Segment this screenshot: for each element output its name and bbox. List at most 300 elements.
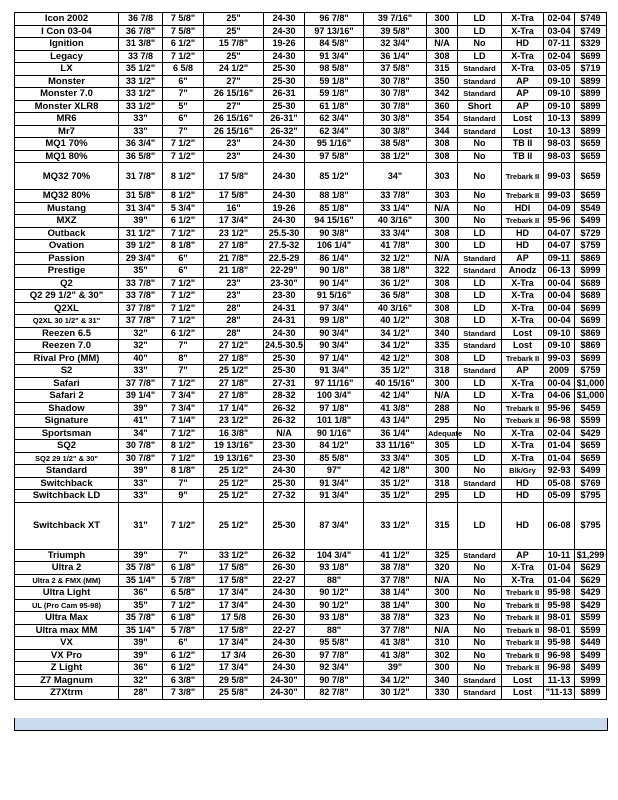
tab-cell: Standard <box>458 327 502 340</box>
price-cell: $629 <box>575 574 607 587</box>
length-cell: 35 1/4" <box>119 624 163 637</box>
table-row <box>15 477 607 490</box>
tab-cell: LD <box>458 290 502 303</box>
tab-cell: LD <box>458 352 502 365</box>
grams-cell: 303 <box>427 163 458 190</box>
spine-cell: 6 1/2" <box>163 662 204 675</box>
table-row <box>15 13 607 26</box>
table-row <box>15 502 607 549</box>
bow-name-cell: Prestige <box>15 265 119 278</box>
price-cell: $499 <box>575 215 607 228</box>
tab-cell: Standard <box>458 674 502 687</box>
years-cell: 11-13 <box>544 674 575 687</box>
rise-cell: 40 15/16" <box>364 377 427 390</box>
years-cell: 98-03 <box>544 138 575 151</box>
years-cell: 01-04 <box>544 452 575 465</box>
years-cell: 00-04 <box>544 377 575 390</box>
model-cell: Trebark II <box>502 662 544 675</box>
spine2-cell: 27 1/8" <box>204 352 264 365</box>
rise-cell: 41 3/8" <box>364 649 427 662</box>
table-row <box>15 277 607 290</box>
spine-cell: 6 1/2" <box>163 215 204 228</box>
tab-cell: Standard <box>458 125 502 138</box>
grams-cell: 325 <box>427 549 458 562</box>
bow-name-cell: Ovation <box>15 240 119 253</box>
table-row <box>15 402 607 415</box>
length-cell: 36 5/8" <box>119 150 163 163</box>
range-cell: 27.5-32 <box>264 240 305 253</box>
curve-cell: 97 5/8" <box>305 150 364 163</box>
range-cell: 22-29" <box>264 265 305 278</box>
tab-cell: Standard <box>458 88 502 101</box>
price-cell: $899 <box>575 75 607 88</box>
price-cell: $899 <box>575 88 607 101</box>
spine-cell: 7 1/2" <box>163 427 204 440</box>
years-cell: 95-96 <box>544 402 575 415</box>
bow-name-cell: MXZ <box>15 215 119 228</box>
curve-cell: 90 3/8" <box>305 227 364 240</box>
curve-cell: 90 7/8" <box>305 674 364 687</box>
bow-name-cell: Monster 7.0 <box>15 88 119 101</box>
years-cell: 98-01 <box>544 624 575 637</box>
spine2-cell: 25 1/2" <box>204 490 264 503</box>
tab-cell: LD <box>458 390 502 403</box>
bow-name-cell: Mr7 <box>15 125 119 138</box>
spine-cell: 7 3/8" <box>163 687 204 700</box>
spine-cell: 8" <box>163 352 204 365</box>
range-cell: N/A <box>264 427 305 440</box>
curve-cell: 101 1/8" <box>305 415 364 428</box>
years-cell: 03-04 <box>544 25 575 38</box>
table-row <box>15 490 607 503</box>
model-cell: Lost <box>502 113 544 126</box>
bow-name-cell: SQ2 29 1/2" & 30" <box>15 452 119 465</box>
spine2-cell: 23" <box>204 138 264 151</box>
bow-name-cell: Z Light <box>15 662 119 675</box>
curve-cell: 90 1/2" <box>305 587 364 600</box>
price-cell: $795 <box>575 490 607 503</box>
spine-cell: 8 1/2" <box>163 440 204 453</box>
spine-cell: 7 1/2" <box>163 290 204 303</box>
model-cell: Lost <box>502 687 544 700</box>
spine2-cell: 27 1/2" <box>204 340 264 353</box>
bow-name-cell: Switchback XT <box>15 502 119 549</box>
tab-cell: No <box>458 402 502 415</box>
bow-name-cell: Monster <box>15 75 119 88</box>
spine2-cell: 23 1/2" <box>204 415 264 428</box>
rise-cell: 43 1/4" <box>364 415 427 428</box>
length-cell: 39 1/2" <box>119 240 163 253</box>
model-cell: AP <box>502 365 544 378</box>
model-cell: X-Tra <box>502 13 544 26</box>
curve-cell: 99 1/8" <box>305 315 364 328</box>
length-cell: 33 7/8 <box>119 50 163 63</box>
spine-cell: 7 1/2" <box>163 302 204 315</box>
tab-cell: No <box>458 637 502 650</box>
table-row <box>15 574 607 587</box>
table-row <box>15 265 607 278</box>
tab-cell: Standard <box>458 549 502 562</box>
spine-cell: 7 1/2" <box>163 50 204 63</box>
rise-cell: 36 1/2" <box>364 277 427 290</box>
tab-cell: Standard <box>458 365 502 378</box>
curve-cell: 96 7/8" <box>305 13 364 26</box>
length-cell: 37 7/8" <box>119 377 163 390</box>
length-cell: 34" <box>119 427 163 440</box>
years-cell: 09-10 <box>544 327 575 340</box>
bow-name-cell: Ultra 2 & FMX (MM) <box>15 574 119 587</box>
model-cell: HD <box>502 240 544 253</box>
tab-cell: LD <box>458 377 502 390</box>
rise-cell: 30 3/8" <box>364 125 427 138</box>
range-cell: 24-30 <box>264 138 305 151</box>
bow-name-cell: MQ32 70% <box>15 163 119 190</box>
bow-name-cell: Ultra 2 <box>15 562 119 575</box>
grams-cell: 288 <box>427 402 458 415</box>
spine-cell: 7 1/2" <box>163 138 204 151</box>
curve-cell: 85 1/2" <box>305 163 364 190</box>
years-cell: 01-04 <box>544 440 575 453</box>
grams-cell: 340 <box>427 327 458 340</box>
grams-cell: 300 <box>427 662 458 675</box>
spine-cell: 7 1/2" <box>163 599 204 612</box>
tab-cell: Standard <box>458 63 502 76</box>
length-cell: 37 7/8" <box>119 302 163 315</box>
rise-cell: 36 1/4" <box>364 50 427 63</box>
bow-name-cell: Q2 29 1/2" & 30" <box>15 290 119 303</box>
grams-cell: 330 <box>427 687 458 700</box>
curve-cell: 90 3/4" <box>305 340 364 353</box>
price-cell: $659 <box>575 190 607 203</box>
spine2-cell: 28" <box>204 302 264 315</box>
curve-cell: 94 15/16" <box>305 215 364 228</box>
price-cell: $699 <box>575 315 607 328</box>
rise-cell: 33 7/8" <box>364 190 427 203</box>
price-cell: $689 <box>575 277 607 290</box>
curve-cell: 88" <box>305 624 364 637</box>
spine2-cell: 19 13/16" <box>204 440 264 453</box>
table-row <box>15 190 607 203</box>
grams-cell: 308 <box>427 352 458 365</box>
spine2-cell: 17 3/4" <box>204 637 264 650</box>
bow-name-cell: Ultra Max <box>15 612 119 625</box>
rise-cell: 38 1/4" <box>364 599 427 612</box>
spine2-cell: 17 1/4" <box>204 402 264 415</box>
bow-name-cell: Ultra max MM <box>15 624 119 637</box>
price-cell: $699 <box>575 302 607 315</box>
curve-cell: 97 1/8" <box>305 402 364 415</box>
spine-cell: 7 3/4" <box>163 402 204 415</box>
spine2-cell: 27" <box>204 75 264 88</box>
spine2-cell: 24 1/2" <box>204 63 264 76</box>
price-cell: $1,000 <box>575 377 607 390</box>
rise-cell: 41 3/8" <box>364 637 427 650</box>
price-cell: $749 <box>575 25 607 38</box>
rise-cell: 41 1/2" <box>364 549 427 562</box>
price-cell: $749 <box>575 13 607 26</box>
years-cell: 99-03 <box>544 352 575 365</box>
model-cell: HD <box>502 477 544 490</box>
rise-cell: 41 7/8" <box>364 240 427 253</box>
grams-cell: 308 <box>427 277 458 290</box>
spine2-cell: 17 3/4" <box>204 587 264 600</box>
spine2-cell: 21 7/8" <box>204 252 264 265</box>
bow-name-cell: Z7Xtrm <box>15 687 119 700</box>
curve-cell: 92 3/4" <box>305 662 364 675</box>
curve-cell: 59 1/8" <box>305 88 364 101</box>
model-cell: X-Tra <box>502 574 544 587</box>
range-cell: 24-30 <box>264 327 305 340</box>
model-cell: Trebark II <box>502 415 544 428</box>
price-cell: $869 <box>575 327 607 340</box>
bow-name-cell: Switchback LD <box>15 490 119 503</box>
price-cell: $499 <box>575 649 607 662</box>
years-cell: 09-10 <box>544 88 575 101</box>
grams-cell: 300 <box>427 240 458 253</box>
length-cell: 31 7/8" <box>119 163 163 190</box>
years-cell: 95-98 <box>544 637 575 650</box>
grams-cell: 303 <box>427 190 458 203</box>
rise-cell: 42 1/4" <box>364 390 427 403</box>
bow-name-cell: Reezen 7.0 <box>15 340 119 353</box>
grams-cell: 305 <box>427 440 458 453</box>
model-cell: AP <box>502 100 544 113</box>
rise-cell: 33 1/4" <box>364 202 427 215</box>
tab-cell: No <box>458 662 502 675</box>
curve-cell: 87 3/4" <box>305 502 364 549</box>
spine-cell: 7 1/4" <box>163 415 204 428</box>
rise-cell: 41 3/8" <box>364 402 427 415</box>
tab-cell: LD <box>458 315 502 328</box>
spine2-cell: 25" <box>204 13 264 26</box>
price-cell: $869 <box>575 340 607 353</box>
range-cell: 24-30" <box>264 674 305 687</box>
rise-cell: 30 7/8" <box>364 75 427 88</box>
price-cell: $659 <box>575 150 607 163</box>
bow-name-cell: MQ1 80% <box>15 150 119 163</box>
grams-cell: 308 <box>427 227 458 240</box>
tab-cell: LD <box>458 440 502 453</box>
spine-cell: 7" <box>163 477 204 490</box>
grams-cell: 300 <box>427 13 458 26</box>
spine-cell: 8 1/2" <box>163 190 204 203</box>
rise-cell: 36 5/8" <box>364 290 427 303</box>
tab-cell: No <box>458 215 502 228</box>
length-cell: 33" <box>119 490 163 503</box>
length-cell: 35 1/2" <box>119 63 163 76</box>
curve-cell: 62 3/4" <box>305 125 364 138</box>
curve-cell: 97 11/16" <box>305 377 364 390</box>
grams-cell: 295 <box>427 490 458 503</box>
range-cell: 27-32 <box>264 490 305 503</box>
range-cell: 22-27 <box>264 574 305 587</box>
price-cell: $629 <box>575 562 607 575</box>
rise-cell: 42 1/8" <box>364 465 427 478</box>
model-cell: X-Tra <box>502 377 544 390</box>
curve-cell: 91 5/16" <box>305 290 364 303</box>
rise-cell: 40 3/16" <box>364 215 427 228</box>
rise-cell: 35 1/2" <box>364 490 427 503</box>
rise-cell: 35 1/2" <box>364 365 427 378</box>
spine-cell: 6 5/8" <box>163 587 204 600</box>
spine2-cell: 17 5/8" <box>204 163 264 190</box>
table-row <box>15 687 607 700</box>
range-cell: 24-31 <box>264 315 305 328</box>
rise-cell: 39 7/16" <box>364 13 427 26</box>
range-cell: 25-30 <box>264 365 305 378</box>
years-cell: 98-03 <box>544 150 575 163</box>
price-cell: $329 <box>575 38 607 51</box>
price-cell: $689 <box>575 290 607 303</box>
tab-cell: No <box>458 574 502 587</box>
length-cell: 32" <box>119 327 163 340</box>
bottom-band <box>14 718 608 731</box>
table-row <box>15 302 607 315</box>
length-cell: 35" <box>119 599 163 612</box>
price-cell: $599 <box>575 612 607 625</box>
spine-cell: 7 1/2" <box>163 150 204 163</box>
spine-cell: 6 1/2" <box>163 38 204 51</box>
model-cell: AP <box>502 549 544 562</box>
grams-cell: N/A <box>427 202 458 215</box>
rise-cell: 33 1/2" <box>364 502 427 549</box>
spine2-cell: 15 7/8" <box>204 38 264 51</box>
model-cell: Blk/Gry <box>502 465 544 478</box>
length-cell: 39" <box>119 549 163 562</box>
rise-cell: 39 5/8" <box>364 25 427 38</box>
length-cell: 40" <box>119 352 163 365</box>
model-cell: Trebark II <box>502 163 544 190</box>
length-cell: 33 1/2" <box>119 75 163 88</box>
range-cell: 26-30 <box>264 649 305 662</box>
table-row <box>15 25 607 38</box>
tab-cell: LD <box>458 227 502 240</box>
range-cell: 27-31 <box>264 377 305 390</box>
model-cell: Lost <box>502 125 544 138</box>
spine2-cell: 17 3/4" <box>204 599 264 612</box>
spine-cell: 6" <box>163 637 204 650</box>
years-cell: 10-13 <box>544 125 575 138</box>
price-cell: $759 <box>575 240 607 253</box>
model-cell: X-Tra <box>502 390 544 403</box>
length-cell: 35 7/8" <box>119 612 163 625</box>
range-cell: 24-30 <box>264 587 305 600</box>
spine-cell: 6 5/8 <box>163 63 204 76</box>
length-cell: 36 3/4" <box>119 138 163 151</box>
grams-cell: 308 <box>427 302 458 315</box>
table-row <box>15 377 607 390</box>
price-cell: $795 <box>575 502 607 549</box>
grams-cell: 305 <box>427 452 458 465</box>
years-cell: 10-11 <box>544 549 575 562</box>
bow-name-cell: Standard <box>15 465 119 478</box>
rise-cell: 34 1/2" <box>364 674 427 687</box>
years-cell: 04-07 <box>544 227 575 240</box>
range-cell: 24-30 <box>264 13 305 26</box>
tab-cell: No <box>458 415 502 428</box>
table-row <box>15 674 607 687</box>
table-row <box>15 38 607 51</box>
model-cell: HD <box>502 227 544 240</box>
years-cell: 95-98 <box>544 587 575 600</box>
curve-cell: 90 1/8" <box>305 265 364 278</box>
spine2-cell: 27 1/8" <box>204 377 264 390</box>
range-cell: 26-30 <box>264 562 305 575</box>
grams-cell: Adequate <box>428 428 463 438</box>
spine2-cell: 23" <box>204 290 264 303</box>
grams-cell: 300 <box>427 465 458 478</box>
spine-cell: 6 1/8" <box>163 612 204 625</box>
model-cell: Trebark II <box>502 587 544 600</box>
length-cell: 33" <box>119 125 163 138</box>
spine2-cell: 17 3/4" <box>204 662 264 675</box>
spine-cell: 7 1/2" <box>163 277 204 290</box>
years-cell: 95-98 <box>544 599 575 612</box>
bow-name-cell: Shadow <box>15 402 119 415</box>
length-cell: 32" <box>119 674 163 687</box>
curve-cell: 95 1/16" <box>305 138 364 151</box>
length-cell: 30 7/8" <box>119 452 163 465</box>
tab-cell: Standard <box>458 252 502 265</box>
range-cell: 19-26 <box>264 38 305 51</box>
spine-cell: 5 3/4" <box>163 202 204 215</box>
price-cell: $659 <box>575 452 607 465</box>
bow-name-cell: Q2 <box>15 277 119 290</box>
bow-name-cell: MQ32 80% <box>15 190 119 203</box>
tab-cell: No <box>458 465 502 478</box>
price-cell: $699 <box>575 352 607 365</box>
model-cell: HDI <box>502 202 544 215</box>
price-cell: $899 <box>575 100 607 113</box>
tab-cell: Standard <box>458 75 502 88</box>
range-cell: 26-31 <box>264 88 305 101</box>
tab-cell: LD <box>458 302 502 315</box>
spine2-cell: 25" <box>204 50 264 63</box>
spine2-cell: 26 15/16" <box>204 113 264 126</box>
rise-cell: 33 11/16" <box>364 440 427 453</box>
grams-cell: 308 <box>427 50 458 63</box>
rise-cell: 34" <box>364 163 427 190</box>
bow-name-cell: Safari 2 <box>15 390 119 403</box>
price-cell: $599 <box>575 624 607 637</box>
model-cell: HD <box>502 38 544 51</box>
spine-cell: 7 1/2" <box>163 452 204 465</box>
spine2-cell: 29 5/8" <box>204 674 264 687</box>
range-cell: 23-30 <box>264 440 305 453</box>
length-cell: 39" <box>119 637 163 650</box>
spine-cell: 8 1/8" <box>163 465 204 478</box>
bow-name-cell: MR6 <box>15 113 119 126</box>
price-cell: $499 <box>575 662 607 675</box>
rise-cell: 32 1/2" <box>364 252 427 265</box>
spine2-cell: 33 1/2" <box>204 549 264 562</box>
bow-name-cell: Signature <box>15 415 119 428</box>
curve-cell: 59 1/8" <box>305 75 364 88</box>
table-row <box>15 150 607 163</box>
spine-cell: 6" <box>163 265 204 278</box>
model-cell: Trebark II <box>502 215 544 228</box>
rise-cell: 37 5/8" <box>364 63 427 76</box>
table-row <box>15 562 607 575</box>
tab-cell: No <box>458 624 502 637</box>
rise-cell: 37 7/8" <box>364 624 427 637</box>
spine2-cell: 27 1/8" <box>204 240 264 253</box>
price-cell: $999 <box>575 674 607 687</box>
range-cell: 19-26 <box>264 202 305 215</box>
model-cell: Lost <box>502 340 544 353</box>
years-cell: 09-11 <box>544 252 575 265</box>
curve-cell: 100 3/4" <box>305 390 364 403</box>
